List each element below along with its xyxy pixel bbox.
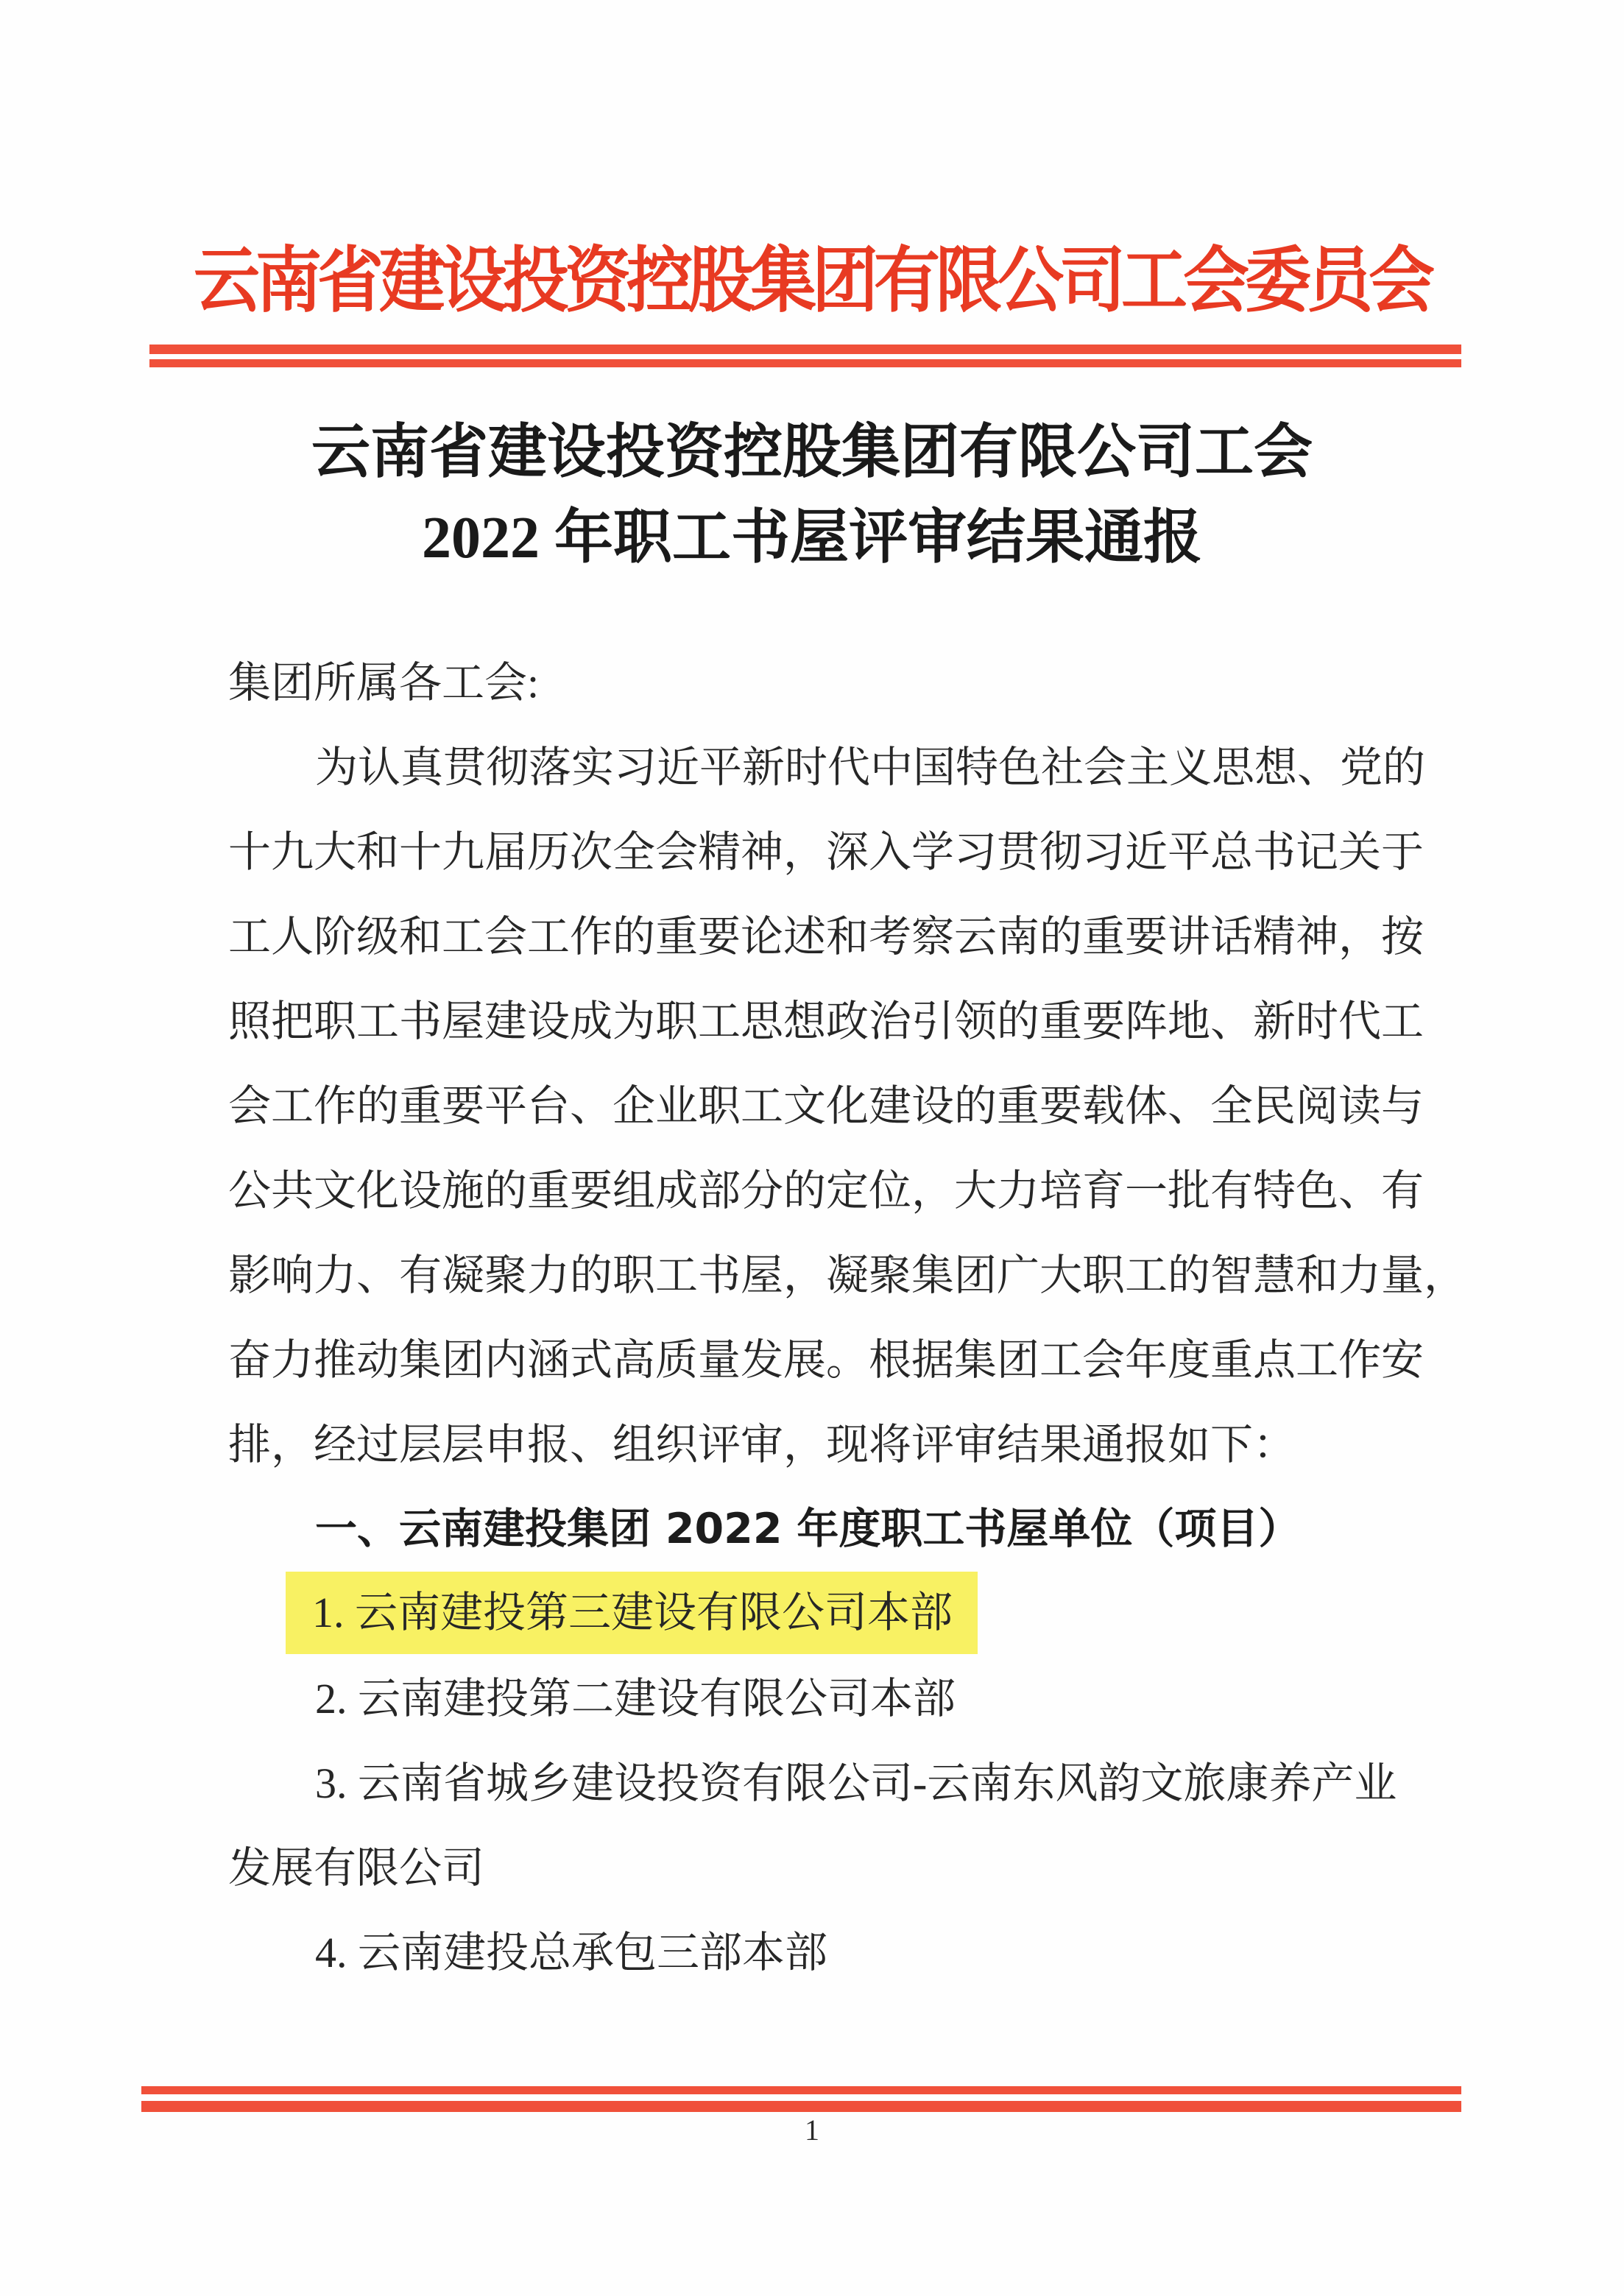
- list-item: 2. 云南建投第二建设有限公司本部: [315, 1675, 956, 1723]
- separator-top-thick-line: [149, 345, 1461, 354]
- separator-top: [149, 345, 1461, 367]
- paragraph-line: 工人阶级和工会工作的重要论述和考察云南的重要讲话精神，按: [228, 913, 1424, 961]
- paragraph-line: 为认真贯彻落实习近平新时代中国特色社会主义思想、党的: [315, 743, 1426, 791]
- document-body: [228, 640, 1467, 1995]
- list-item: 3. 云南省城乡建设投资有限公司-云南东风韵文旅康养产业: [315, 1759, 1397, 1807]
- highlighted-list-item: 1. 云南建投第三建设有限公司本部: [286, 1572, 978, 1654]
- separator-bottom-thin-line: [141, 2086, 1461, 2094]
- paragraph-line: 公共文化设施的重要组成部分的定位，大力培育一批有特色、有: [228, 1167, 1424, 1215]
- list-item-continuation: 发展有限公司: [228, 1844, 485, 1892]
- paragraph-line: 会工作的重要平台、企业职工文化建设的重要载体、全民阅读与: [228, 1082, 1424, 1130]
- letterhead: 云南省建设投资控股集团有限公司工会委员会: [194, 242, 1430, 321]
- paragraph-line: 排，经过层层申报、组织评审，现将评审结果通报如下：: [228, 1421, 1296, 1469]
- salutation: 集团所属各工会:: [228, 659, 540, 707]
- separator-bottom-thick-line: [141, 2101, 1461, 2112]
- document-title-line1: 云南省建设投资控股集团有限公司工会: [311, 420, 1313, 485]
- page-number: 1: [805, 2113, 819, 2147]
- list-item: 4. 云南建投总承包三部本部: [315, 1929, 828, 1977]
- paragraph-line: 照把职工书屋建设成为职工思想政治引领的重要阵地、新时代工: [228, 997, 1424, 1045]
- paragraph-line: 奋力推动集团内涵式高质量发展。根据集团工会年度重点工作安: [228, 1336, 1424, 1384]
- section-heading: 一、云南建投集团 2022 年度职工书屋单位（项目）: [315, 1505, 1301, 1553]
- list-item: [228, 1572, 1406, 1656]
- paragraph-line: 影响力、有凝聚力的职工书屋，凝聚集团广大职工的智慧和力量，: [228, 1251, 1467, 1299]
- document-title-line2: 2022 年职工书屋评审结果通报: [422, 506, 1202, 571]
- paragraph-line: 十九大和十九届历次全会精神，深入学习贯彻习近平总书记关于: [228, 828, 1424, 876]
- separator-top-thin-line: [149, 359, 1461, 367]
- separator-bottom: [141, 2086, 1461, 2112]
